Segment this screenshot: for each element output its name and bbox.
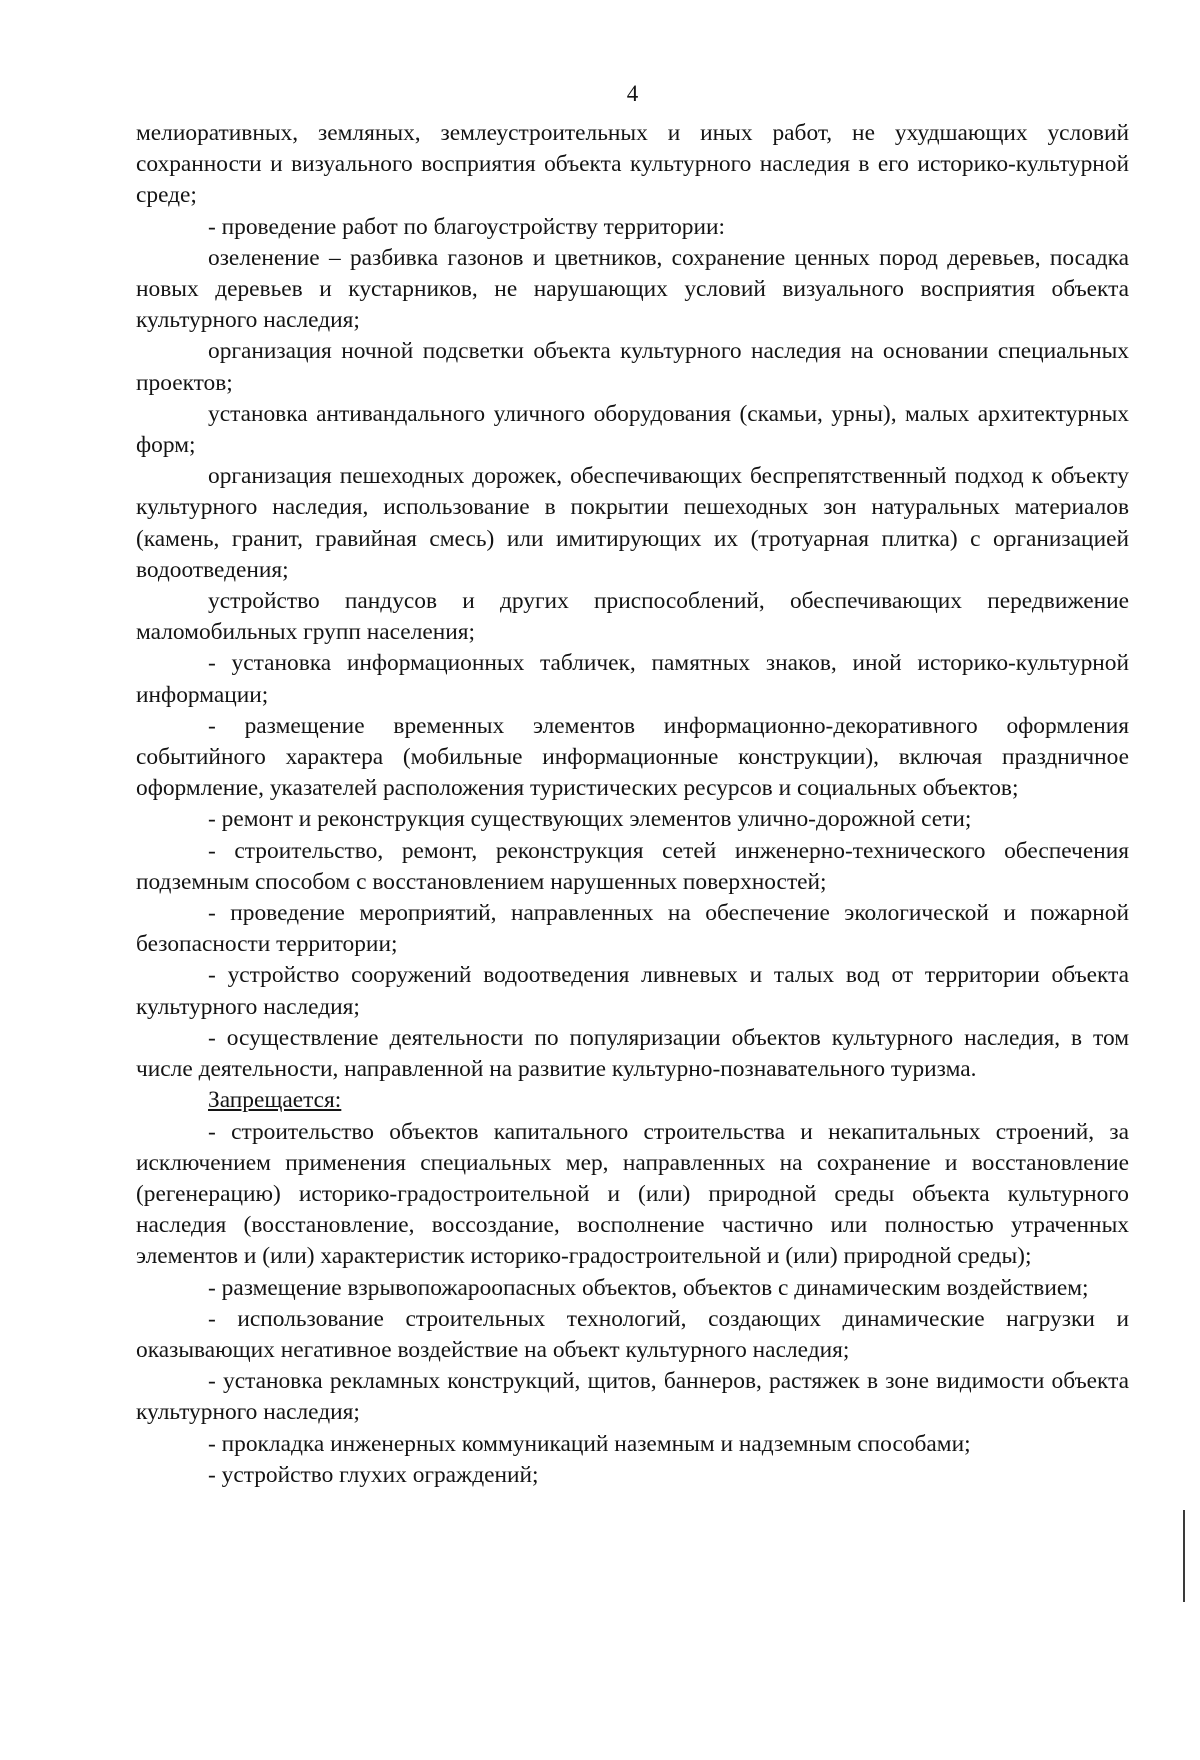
paragraph-temporary-decor: - размещение временных элементов информационно-декоративного оформления событийного характера (мобильные информационные конструкции), включая праздничное оформление, указателей расположения туристических ресурсов и социальных объектов; [136, 712, 1129, 802]
paragraph-ramps: устройство пандусов и других приспособлений, обеспечивающих передвижение маломобильных групп населения; [136, 588, 1129, 646]
document-body [136, 118, 1129, 1491]
paragraph-dynamic-loads: - использование строительных технологий, создающих динамические нагрузки и оказывающих негативное воздействие на объект культурного наследия; [136, 1305, 1129, 1363]
page-number: 4 [626, 81, 639, 106]
paragraph-continuation: мелиоративных, земляных, землеустроительных и иных работ, не ухудшающих условий сохранности и визуального восприятия объекта культурного наследия в его историко-культурной среде; [136, 120, 1129, 209]
paragraph-street-equipment: установка антивандального уличного оборудования (скамьи, урны), малых архитектурных форм; [136, 400, 1129, 459]
paragraph-construction-ban: - строительство объектов капитального строительства и некапитальных строений, за исключением применения специальных мер, направленных на сохранение и восстановление (регенерацию) историко-градостроительной и (или) природной среды объекта культурного наследия (восстановление, воссоздание, восполнение частично или полностью утраченных элементов и (или) характеристик историко-градостроительной и (или) природной среды); [136, 1118, 1129, 1270]
scan-edge-mark [1183, 1510, 1185, 1602]
paragraph-advertising: - установка рекламных конструкций, щитов, баннеров, растяжек в зоне видимости объекта культурного наследия; [136, 1368, 1129, 1426]
paragraph-drainage: - устройство сооружений водоотведения ливневых и талых вод от территории объекта культурного наследия; [136, 962, 1129, 1020]
paragraph-footpaths: организация пешеходных дорожек, обеспечивающих беспрепятственный подход к объекту культурного наследия, использование в покрытии пешеходных зон натуральных материалов (камень, гранит, гравийная смесь) или имитирующих их (тротуарная плитка) с организацией водоотведения; [136, 463, 1129, 583]
paragraph-engineering-networks: - строительство, ремонт, реконструкция сетей инженерно-технического обеспечения подземным способом с восстановлением нарушенных поверхностей; [136, 837, 1129, 895]
paragraph-info-plaques: - установка информационных табличек, памятных знаков, иной историко-культурной информации; [136, 650, 1129, 708]
paragraph-landscaping: - проведение работ по благоустройству территории: [208, 213, 725, 240]
paragraph-solid-fences: - устройство глухих ограждений; [208, 1461, 539, 1488]
paragraph-night-lighting: организация ночной подсветки объекта культурного наследия на основании специальных проектов; [136, 338, 1129, 396]
paragraph-popularization: - осуществление деятельности по популяризации объектов культурного наследия, в том числе деятельности, направленной на развитие культурно-познавательного туризма. [136, 1024, 1129, 1083]
paragraph-greening: озеленение – разбивка газонов и цветников, сохранение ценных пород деревьев, посадка новых деревьев и кустарников, не нарушающих условий визуального восприятия объекта культурного наследия; [136, 244, 1129, 334]
paragraph-road-repair: - ремонт и реконструкция существующих элементов улично-дорожной сети; [208, 806, 972, 833]
paragraph-overhead-utilities: - прокладка инженерных коммуникаций наземным и надземным способами; [208, 1430, 971, 1457]
paragraph-hazardous-objects: - размещение взрывопожароопасных объектов, объектов с динамическим воздействием; [208, 1274, 1089, 1301]
section-heading-prohibited: Запрещается: [208, 1087, 342, 1114]
paragraph-safety-measures: - проведение мероприятий, направленных на обеспечение экологической и пожарной безопасности территории; [136, 900, 1129, 958]
